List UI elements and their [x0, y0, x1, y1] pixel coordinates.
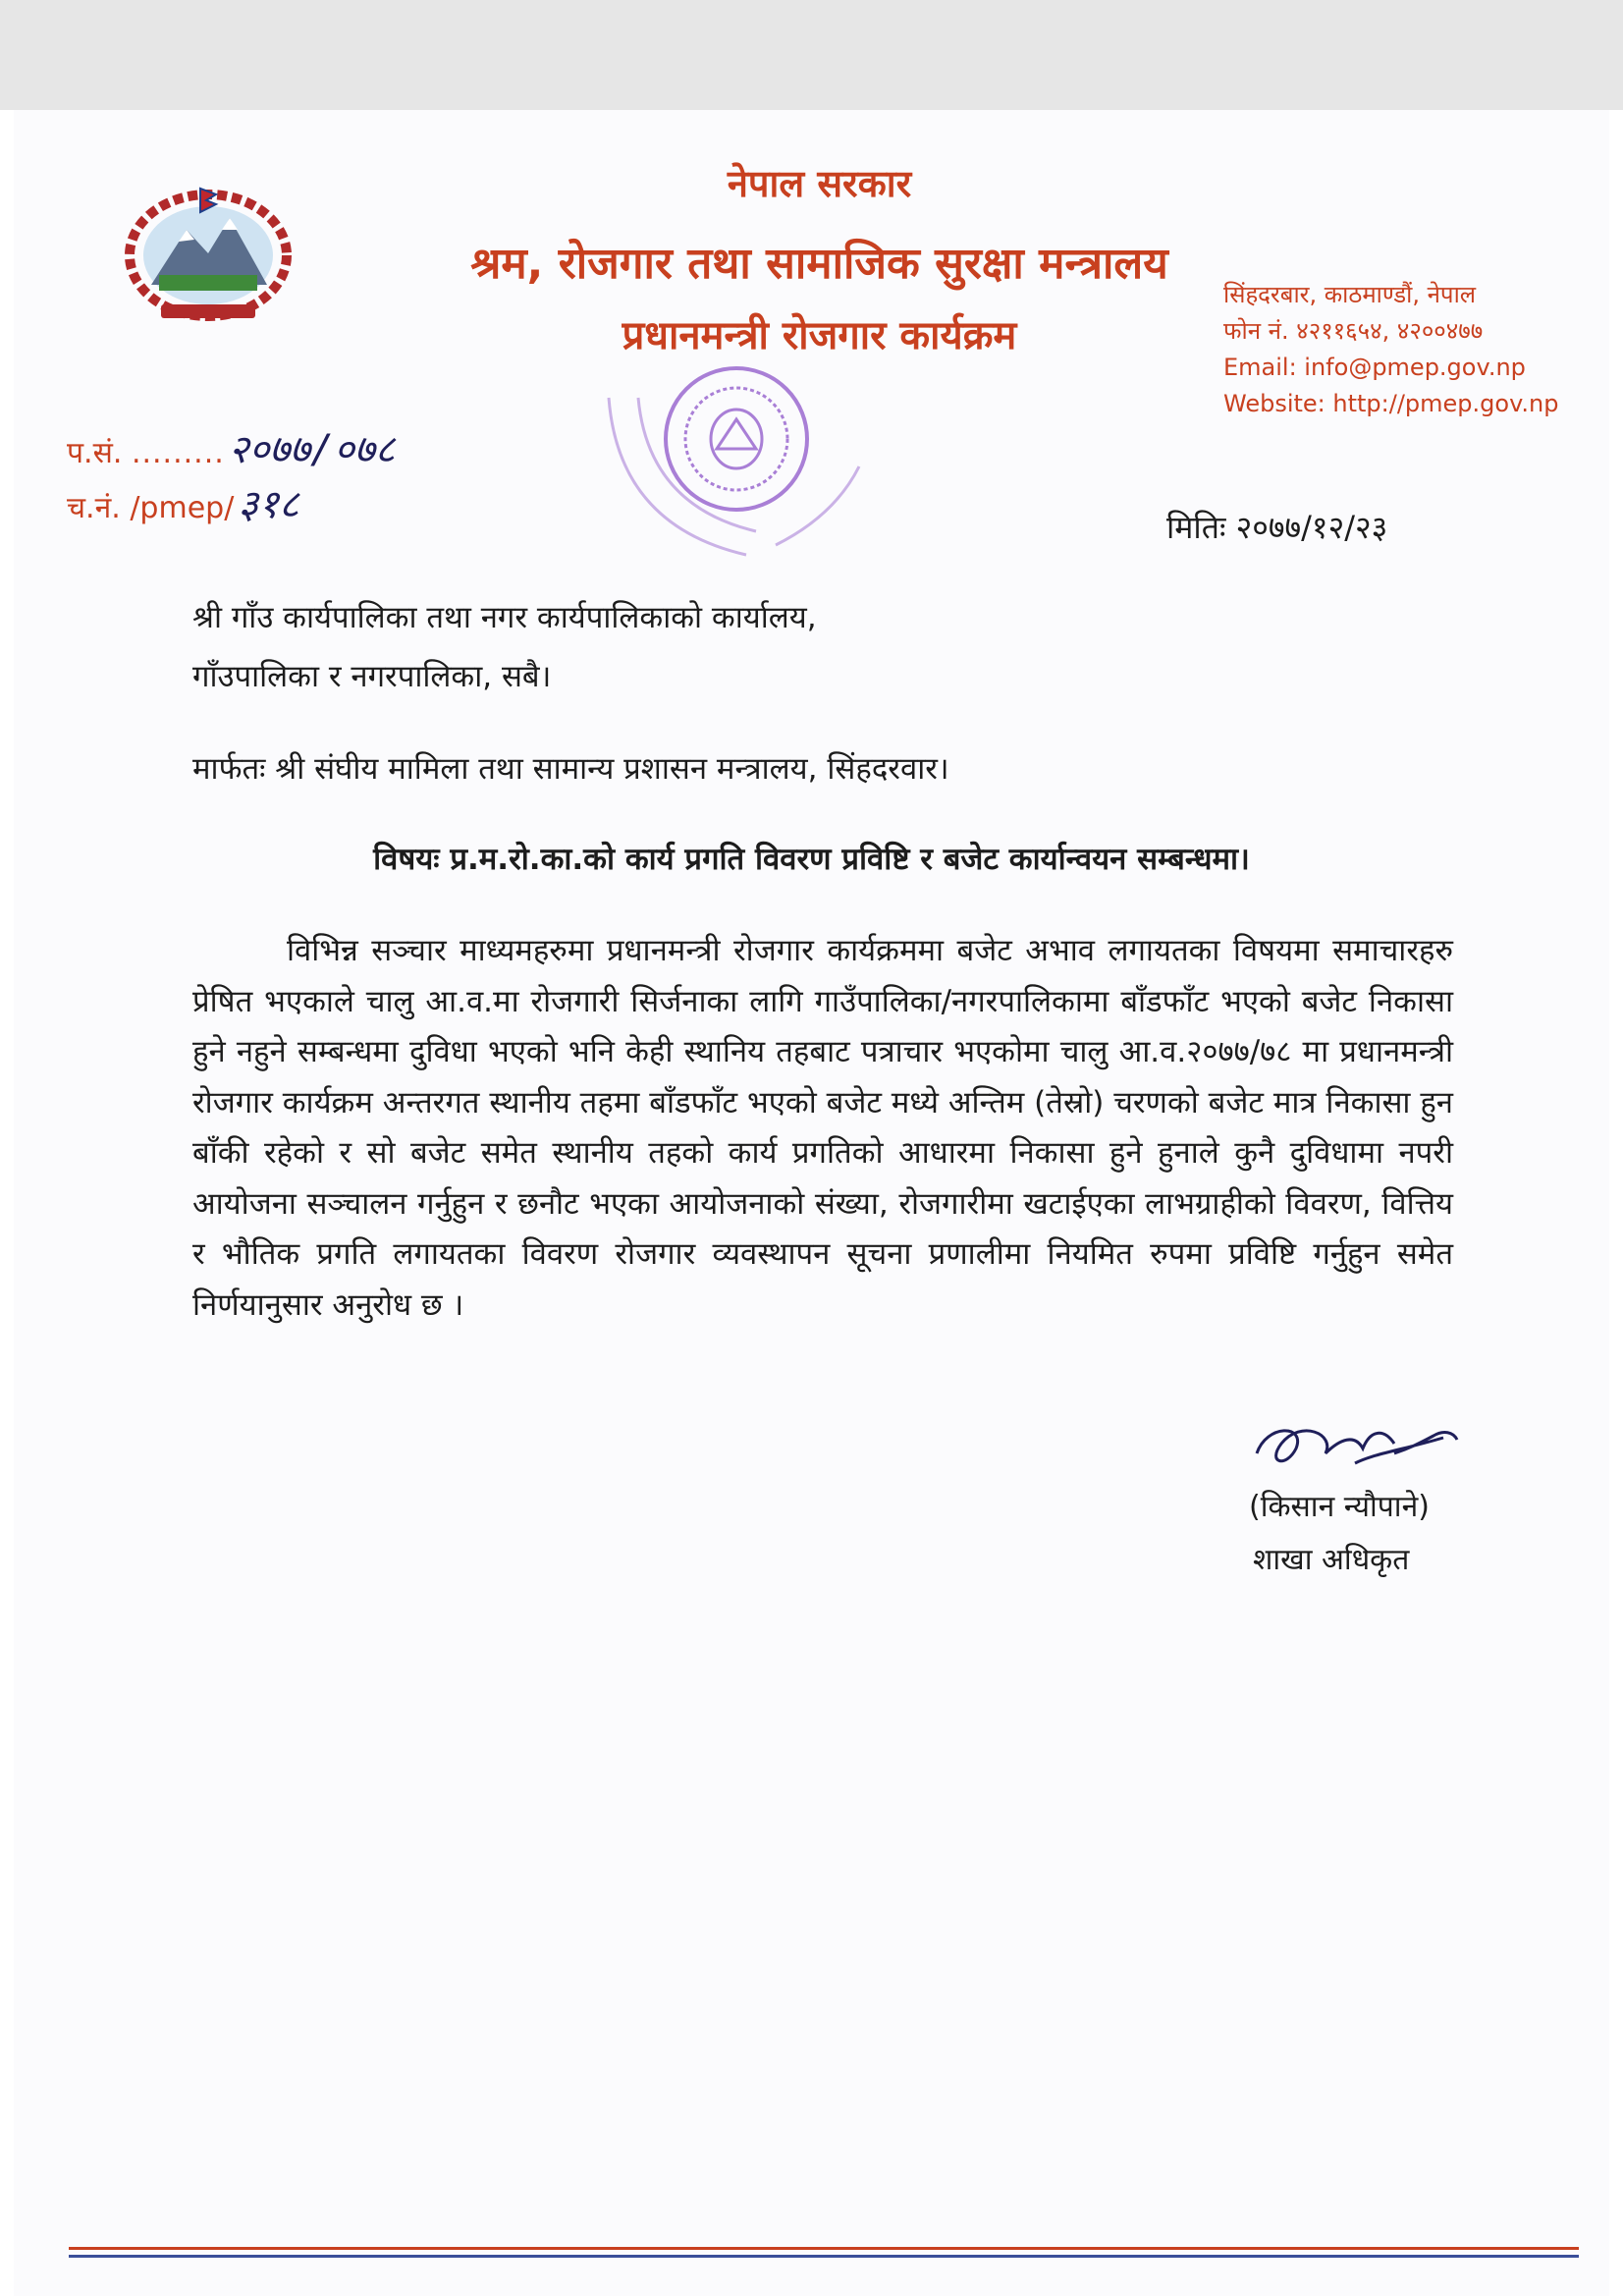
- letter-date: मितिः २०७७/१२/२३: [1166, 509, 1388, 546]
- contact-address: सिंहदरबार, काठमाण्डौं, नेपाल: [1223, 281, 1477, 308]
- footer-rule-blue: [69, 2255, 1579, 2258]
- dotted-leader: .........: [131, 436, 225, 470]
- government-title: नेपाल सरकार: [727, 162, 912, 205]
- contact-email: Email: info@pmep.gov.np: [1223, 354, 1526, 381]
- chn-number-handwritten: ३१८: [238, 482, 299, 527]
- scan-margin: [0, 0, 1623, 110]
- handwritten-signature: [1247, 1394, 1492, 1493]
- addressee-line-2: गाँउपालिका र नगरपालिका, सबै।: [192, 659, 552, 694]
- addressee-line-1: श्री गाँउ कार्यपालिका तथा नगर कार्यपालिकाको कार्यालय,: [192, 600, 817, 635]
- ps-label: प.सं.: [67, 436, 123, 470]
- contact-website: Website: http://pmep.gov.np: [1223, 390, 1559, 417]
- reference-chn-line: [67, 475, 299, 529]
- program-title: प्रधानमन्त्री रोजगार कार्यक्रम: [622, 313, 1017, 358]
- footer-rule-red: [69, 2247, 1579, 2250]
- letter-body: विभिन्न सञ्चार माध्यमहरुमा प्रधानमन्त्री रोजगार कार्यक्रममा बजेट अभाव लगायतका विषयमा समाचारहरु प्रेषित भएकाले चालु आ.व.मा रोजगारी सिर्जनाका लागि गाउँपालिका/नगरपालिकामा बाँडफाँट भएको बजेट निकासा हुने नहुने सम्बन्धमा दुविधा भएको भनि केही स्थानिय तहबाट पत्राचार भएकोमा चालु आ.व.२०७७/७८ मा प्रधानमन्त्री रोजगार कार्यक्रम अन्तरगत स्थानीय तहमा बाँडफाँट भएको बजेट मध्ये अन्तिम (तेस्रो) चरणको बजेट मात्र निकासा हुन बाँकी रहेको र सो बजेट समेत स्थानीय तहको कार्य प्रगतिको आधारमा निकासा हुने हुनाले कुनै दुविधामा नपरी आयोजना सञ्चालन गर्नुहुन र छनौट भएका आयोजनाको संख्या, रोजगारीमा खटाईएका लाभग्राहीको विवरण, वित्तिय र भौतिक प्रगति लगायतका विवरण रोजगार व्यवस्थापन सूचना प्रणालीमा नियमित रुपमा प्रविष्टि गर्नुहुन समेत निर्णयानुसार अनुरोध छ ।: [192, 933, 1453, 1323]
- via-line: मार्फतः श्री संघीय मामिला तथा सामान्य प्रशासन मन्त्रालय, सिंहदरवार।: [192, 751, 949, 787]
- office-stamp-seal: [579, 358, 884, 594]
- signatory-name: (किसान न्यौपाने): [1249, 1490, 1430, 1524]
- signatory-title: शाखा अधिकृत: [1253, 1543, 1410, 1577]
- chn-label: च.नं.: [67, 491, 121, 525]
- reference-ps-line: [67, 420, 395, 474]
- contact-phone: फोन नं. ४२११६५४, ४२००४७७: [1223, 317, 1484, 345]
- contact-block: [1223, 277, 1558, 422]
- chn-prefix: /pmep/: [130, 491, 235, 525]
- ps-number-handwritten: २०७७/०७८: [228, 427, 396, 472]
- subject-line: विषयः प्र.म.रो.का.को कार्य प्रगति विवरण प्रविष्टि र बजेट कार्यान्वयन सम्बन्धमा।: [373, 842, 1250, 877]
- ministry-title: श्रम, रोजगार तथा सामाजिक सुरक्षा मन्त्रालय: [470, 239, 1168, 289]
